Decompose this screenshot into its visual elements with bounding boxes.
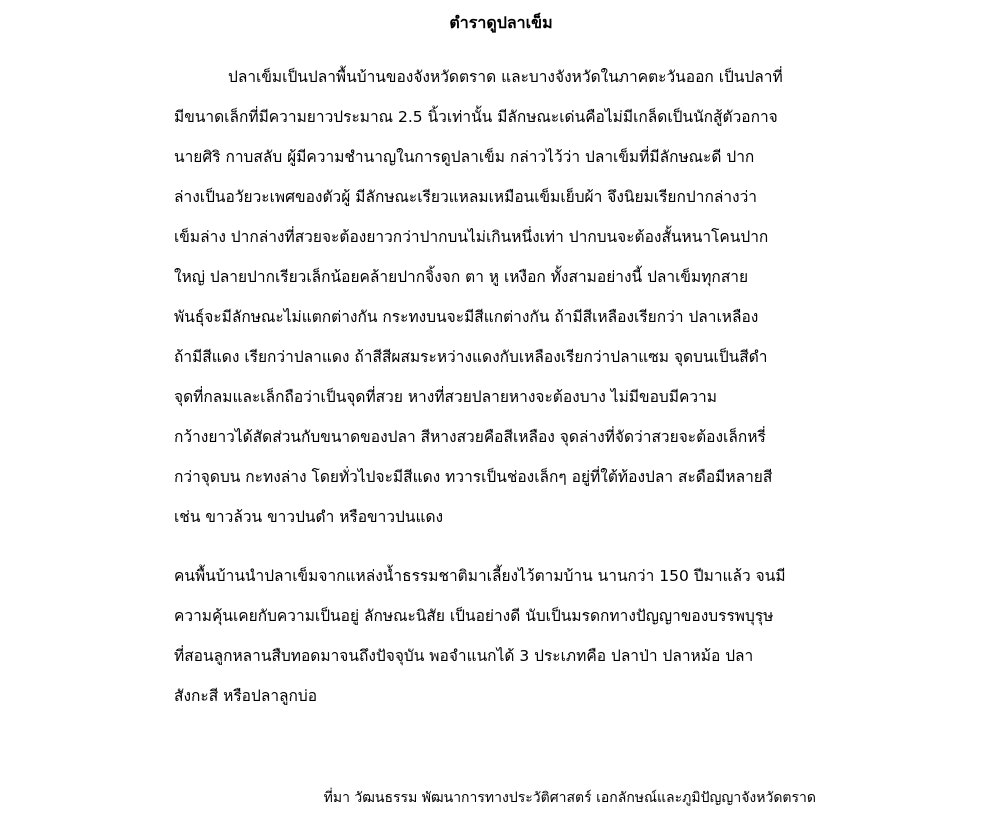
paragraph-line: ถ้ามีสีแดง เรียกว่าปลาแดง ถ้าสีสีผสมระหว่างแดงกับเหลืองเรียกว่าปลาแซม จุดบนเป็นสีดำ (174, 348, 768, 366)
paragraph-line: กว่าจุดบน กะทงล่าง โดยทั่วไปจะมีสีแดง ทวารเป็นช่องเล็กๆ อยู่ที่ใต้ท้องปลา สะดือมีหลายสี (174, 468, 773, 486)
paragraph-line: คนพื้นบ้านนำปลาเข็มจากแหล่งน้ำธรรมชาติมาเลี้ยงไว้ตามบ้าน นานกว่า 150 ปีมาแล้ว จนมี (174, 567, 786, 585)
paragraph-line: ความคุ้นเคยกับความเป็นอยู่ ลักษณะนิสัย เป็นอย่างดี นับเป็นมรดกทางปัญญาของบรรพบุรุษ (174, 607, 774, 625)
paragraph-line: มีขนาดเล็กที่มีความยาวประมาณ 2.5 นิ้วเท่านั้น มีลักษณะเด่นคือไม่มีเกล็ดเป็นนักสู้ตัวอกาจ (174, 108, 778, 126)
paragraph-line: นายศิริ กาบสลับ ผู้มีความชำนาญในการดูปลาเข็ม กล่าวไว้ว่า ปลาเข็มที่มีลักษณะดี ปาก (174, 148, 755, 166)
paragraph-line: จุดที่กลมและเล็กถือว่าเป็นจุดที่สวย หางที่สวยปลายหางจะต้องบาง ไม่มีขอบมีความ (174, 388, 717, 406)
paragraph-line: สังกะสี หรือปลาลูกบ่อ (174, 687, 318, 705)
paragraph-line: ที่สอนลูกหลานสืบทอดมาจนถึงปัจจุบัน พอจำแนกได้ 3 ประเภทคือ ปลาป่า ปลาหม้อ ปลา (174, 647, 754, 665)
source-citation: ที่มา วัฒนธรรม พัฒนาการทางประวัติศาสตร์ เอกลักษณ์และภูมิปัญญาจังหวัดตราด (323, 790, 816, 806)
paragraph-line: กว้างยาวได้สัดส่วนกับขนาดของปลา สีหางสวยคือสีเหลือง จุดล่างที่จัดว่าสวยจะต้องเล็กหรี่ (174, 428, 766, 446)
paragraph-line: พันธุ์จะมีลักษณะไม่แตกต่างกัน กระทงบนจะมีสีแกต่างกัน ถ้ามีสีเหลืองเรียกว่า ปลาเหลือง (174, 308, 759, 326)
paragraph-line: ปลาเข็มเป็นปลาพื้นบ้านของจังหวัดตราด และบางจังหวัดในภาคตะวันออก เป็นปลาที่ (228, 68, 783, 86)
document-title: ตำราดูปลาเข็ม (449, 13, 553, 32)
paragraph-line: เช่น ขาวล้วน ขาวปนดำ หรือขาวปนแดง (174, 508, 444, 526)
paragraph-line: ใหญ่ ปลายปากเรียวเล็กน้อยคล้ายปากจิ้งจก ตา หู เหงือก ทั้งสามอย่างนี้ ปลาเข็มทุกสาย (174, 268, 749, 286)
paragraph-line: เข็มล่าง ปากล่างที่สวยจะต้องยาวกว่าปากบนไม่เกินหนึ่งเท่า ปากบนจะต้องสั้นหนาโคนปาก (174, 228, 769, 246)
paragraph-line: ล่างเป็นอวัยวะเพศของตัวผู้ มีลักษณะเรียวแหลมเหมือนเข็มเย็บผ้า จึงนิยมเรียกปากล่างว่า (174, 188, 758, 206)
